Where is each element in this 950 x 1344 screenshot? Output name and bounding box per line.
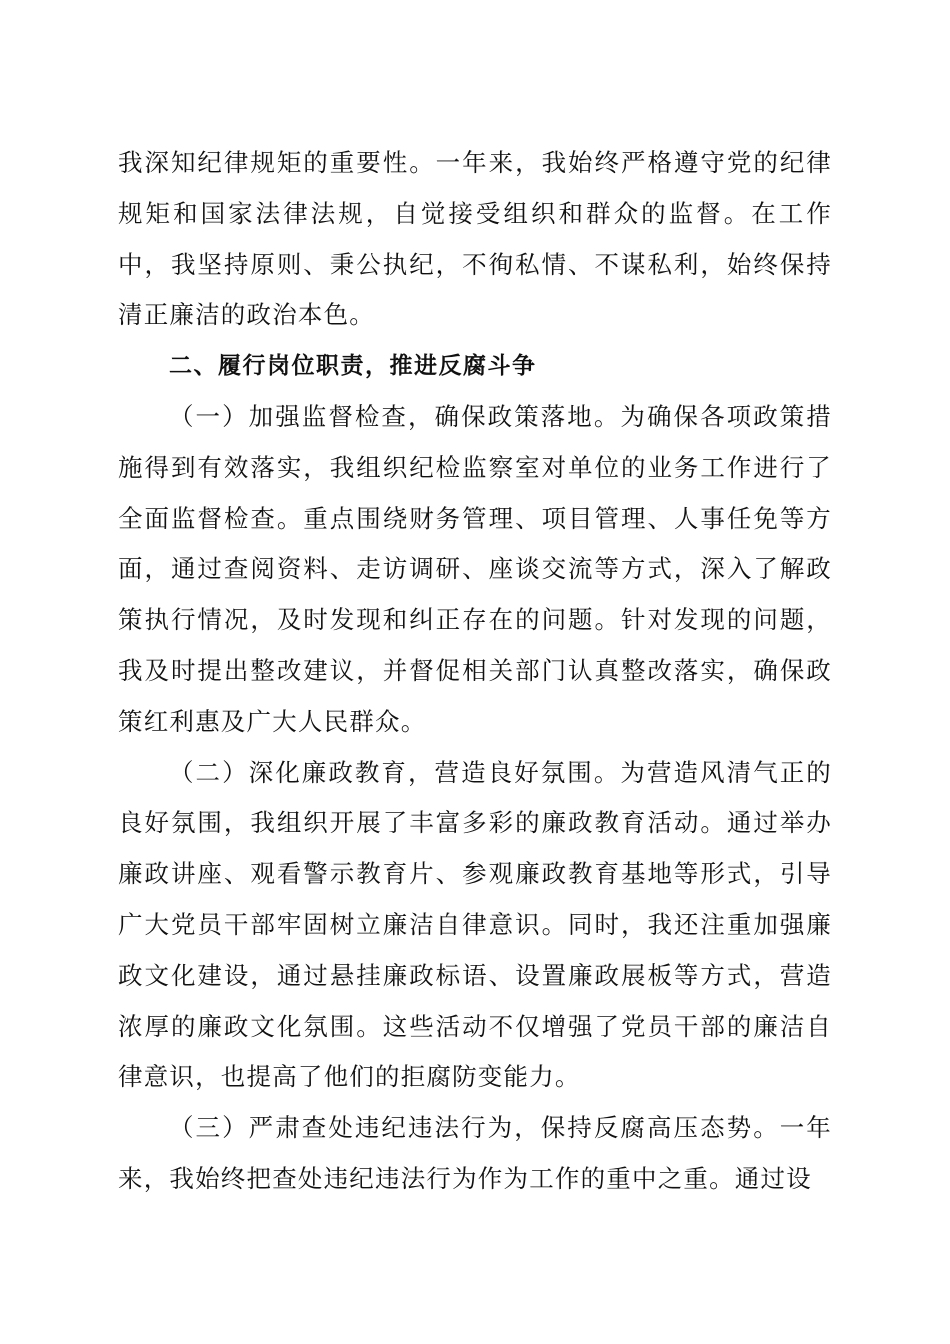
paragraph-supervision: （一）加强监督检查，确保政策落地。为确保各项政策措施得到有效落实，我组织纪检监察室对单位的业务工作进行了全面监督检查。重点围绕财务管理、项目管理、人事任免等方面，通过查阅资料、走访调研、座谈交流等方式，深入了解政策执行情况，及时发现和纠正存在的问题。针对发现的问题，我及时提出整改建议，并督促相关部门认真整改落实，确保政策红利惠及广大人民群众。 [118, 401, 832, 736]
document-body [118, 138, 832, 1205]
paragraph-integrity-education: （二）深化廉政教育，营造良好氛围。为营造风清气正的良好氛围，我组织开展了丰富多彩的廉政教育活动。通过举办廉政讲座、观看警示教育片、参观廉政教育基地等形式，引导广大党员干部牢固树立廉洁自律意识。同时，我还注重加强廉政文化建设，通过悬挂廉政标语、设置廉政展板等方式，营造浓厚的廉政文化氛围。这些活动不仅增强了党员干部的廉洁自律意识，也提高了他们的拒腐防变能力。 [118, 757, 832, 1092]
paragraph-discipline-summary: 我深知纪律规矩的重要性。一年来，我始终严格遵守党的纪律规矩和国家法律法规，自觉接受组织和群众的监督。在工作中，我坚持原则、秉公执纪，不徇私情、不谋私利，始终保持清正廉洁的政治本色。 [118, 148, 832, 330]
section-heading-duties: 二、履行岗位职责，推进反腐斗争 [169, 353, 537, 380]
paragraph-investigation: （三）严肃查处违纪违法行为，保持反腐高压态势。一年来，我始终把查处违纪违法行为作为工作的重中之重。通过设 [118, 1113, 832, 1193]
